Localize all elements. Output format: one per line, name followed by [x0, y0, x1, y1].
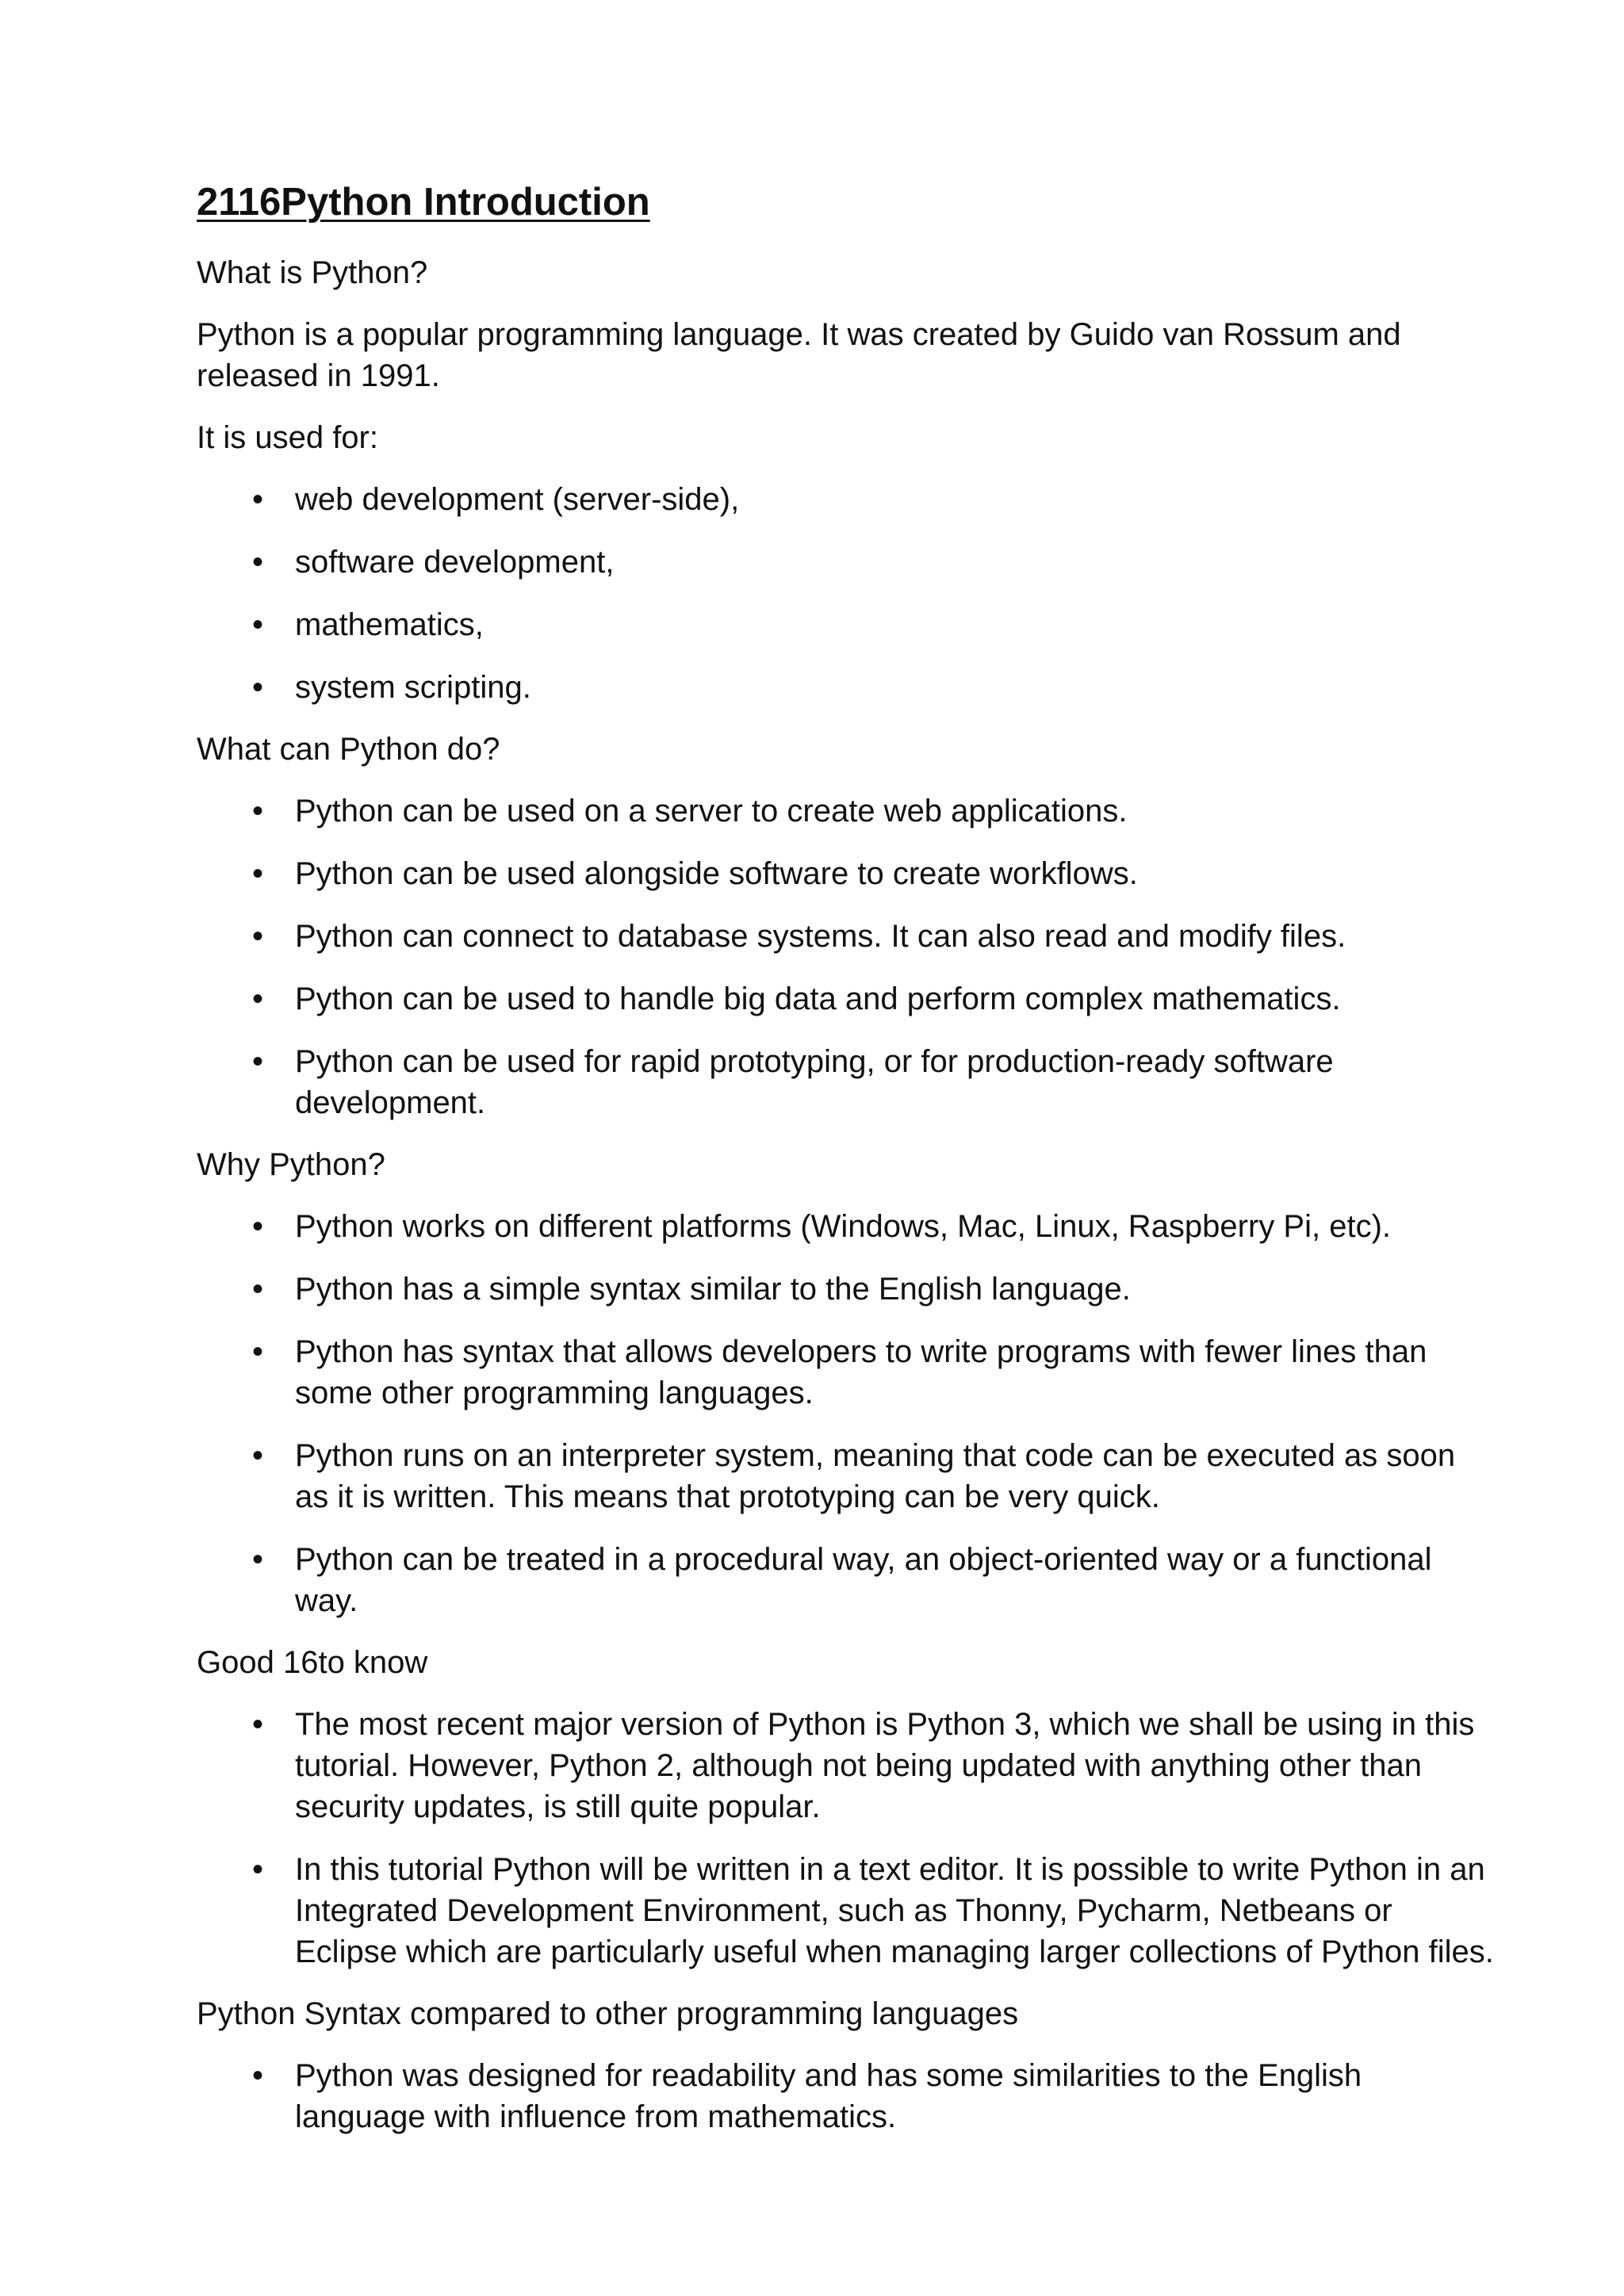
list-item: [197, 853, 1497, 894]
list-item: [197, 604, 1497, 645]
section-heading-good-to-know: Good 16to know: [197, 1645, 428, 1680]
list-item: [197, 916, 1497, 957]
list-item: [197, 667, 1497, 708]
list-item-text: Python can be used alongside software to create workflows.: [295, 856, 1138, 891]
what-can-list: [197, 790, 1497, 1123]
list-item-text: web development (server-side),: [295, 482, 740, 517]
why-list: [197, 1206, 1497, 1621]
section-heading-what-is: What is Python?: [197, 255, 428, 290]
list-item-text: In this tutorial Python will be written in a text editor. It is possible to write Python in an Integrated Development Environment, such as Thonny, Pycharm, Netbeans or Eclipse which are particularly useful when managing larger collections of Python files.: [295, 1852, 1494, 1969]
list-item: [197, 479, 1497, 520]
list-item: [197, 1269, 1497, 1310]
used-for-list: [197, 479, 1497, 708]
bullet-icon: •: [251, 1209, 263, 1244]
bullet-icon: •: [251, 482, 263, 517]
list-item-text: Python can connect to database systems. It can also read and modify files.: [295, 919, 1346, 954]
list-item: [197, 1206, 1497, 1247]
document-page: [197, 179, 1497, 2158]
bullet-icon: •: [251, 670, 263, 705]
list-item: [197, 978, 1497, 1020]
page-title: 2116Python Introduction: [197, 181, 650, 224]
list-item: [197, 1849, 1497, 1973]
section-heading-what-can: What can Python do?: [197, 732, 500, 767]
list-item-text: Python was designed for readability and has some similarities to the English language with influence from mathematics.: [295, 2058, 1362, 2134]
list-item: [197, 1539, 1497, 1621]
list-item: [197, 2055, 1497, 2137]
good-to-know-list: [197, 1704, 1497, 1973]
list-item: [197, 541, 1497, 583]
bullet-icon: •: [251, 1852, 263, 1887]
used-for-intro: It is used for:: [197, 420, 378, 455]
bullet-icon: •: [251, 2058, 263, 2093]
list-item: [197, 790, 1497, 832]
bullet-icon: •: [251, 1334, 263, 1369]
list-item-text: Python can be used on a server to create web applications.: [295, 794, 1128, 828]
bullet-icon: •: [251, 794, 263, 828]
bullet-icon: •: [251, 1272, 263, 1307]
list-item: [197, 1704, 1497, 1827]
bullet-icon: •: [251, 545, 263, 580]
list-item-text: mathematics,: [295, 607, 484, 642]
bullet-icon: •: [251, 982, 263, 1016]
list-item-text: Python can be used to handle big data and perform complex mathematics.: [295, 982, 1341, 1016]
list-item: [197, 1331, 1497, 1414]
intro-paragraph: Python is a popular programming language. It was created by Guido van Rossum and released in 1991.: [197, 317, 1401, 393]
list-item: [197, 1435, 1497, 1517]
bullet-icon: •: [251, 1044, 263, 1079]
list-item-text: Python can be treated in a procedural way, an object-oriented way or a functional way.: [295, 1542, 1432, 1618]
bullet-icon: •: [251, 1707, 263, 1742]
bullet-icon: •: [251, 1542, 263, 1577]
list-item: [197, 1041, 1497, 1123]
section-heading-syntax: Python Syntax compared to other programming languages: [197, 1996, 1019, 2031]
list-item-text: software development,: [295, 545, 615, 580]
section-heading-why: Why Python?: [197, 1147, 385, 1182]
bullet-icon: •: [251, 607, 263, 642]
list-item-text: The most recent major version of Python is Python 3, which we shall be using in this tutorial. However, Python 2, although not being updated with anything other than security updates, is still quite popular.: [295, 1707, 1475, 1824]
syntax-list: [197, 2055, 1497, 2137]
list-item-text: Python works on different platforms (Windows, Mac, Linux, Raspberry Pi, etc).: [295, 1209, 1392, 1244]
list-item-text: Python has a simple syntax similar to the English language.: [295, 1272, 1131, 1307]
list-item-text: Python runs on an interpreter system, meaning that code can be executed as soon as it is written. This means that prototyping can be very quick.: [295, 1438, 1456, 1514]
bullet-icon: •: [251, 856, 263, 891]
bullet-icon: •: [251, 1438, 263, 1473]
list-item-text: Python can be used for rapid prototyping, or for production-ready software development.: [295, 1044, 1334, 1120]
list-item-text: system scripting.: [295, 670, 531, 705]
bullet-icon: •: [251, 919, 263, 954]
list-item-text: Python has syntax that allows developers to write programs with fewer lines than some other programming languages.: [295, 1334, 1427, 1410]
